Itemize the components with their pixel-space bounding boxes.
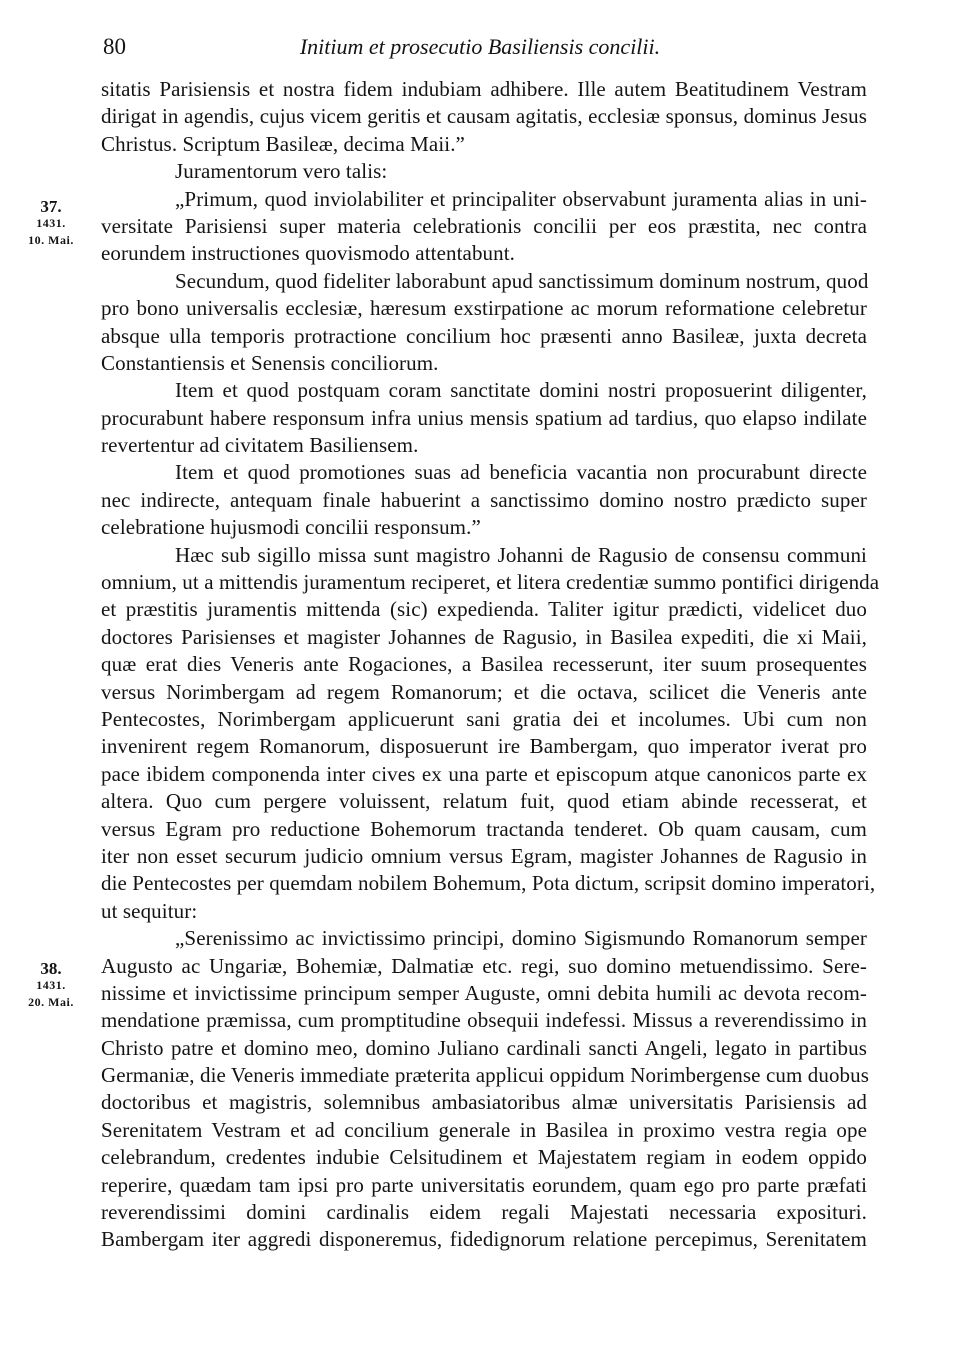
body-text [101,76,880,1254]
text-line: Germaniæ, die Veneris immediate præterita applicui oppidum Norimbergense cum duobus [101,1063,870,1088]
text-line: Item et quod postquam coram sanctitate domini nostri proposuerint diligenter, [175,378,867,403]
running-title: Initium et prosecutio Basiliensis concilii. [299,34,661,59]
text-line: versus Norimbergam ad regem Romanorum; et die octava, scilicet die Veneris ante [101,679,867,704]
text-line: invenirent regem Romanorum, disposuerunt ire Bambergam, quo imperator iverat pro [101,734,867,759]
text-line: Hæc sub sigillo missa sunt magistro Johanni de Ragusio de consensu communi [175,542,867,567]
text-line: iter non esset securum judicio omnium versus Egram, magister Johannes de Ragusio in [101,843,867,868]
text-line: „Primum, quod inviolabiliter et principaliter observabunt juramenta alias in uni- [175,186,867,211]
text-line: altera. Quo cum pergere voluissent, relatum fuit, quod etiam abinde recesserat, et [101,789,867,814]
text-line: mendatione præmissa, cum promptitudine obsequii indefessi. Missus a reverendissimo in [101,1008,867,1033]
margin-note-number: 38. [40,959,62,978]
text-line: doctores Parisienses et magister Johannes de Ragusio, in Basilea expediti, die xi Maii, [101,624,867,649]
text-line: procurabunt habere responsum infra unius mensis spatium ad tardius, quo elapso indilate [101,405,867,430]
page-header [0,34,960,66]
margin-note-38 [14,960,88,1011]
text-line: Item et quod promotiones suas ad beneficia vacantia non procurabunt directe [175,460,867,485]
text-line: eorundem instructiones quovismodo attentabunt. [101,241,516,266]
text-line: absque ulla temporis protractione concilium hoc præsenti anno Basileæ, juxta decreta [101,323,867,348]
margin-note-date: 20. Mai. [28,995,74,1009]
text-line: die Pentecostes per quemdam nobilem Bohemum, Pota dictum, scripsit domino imperatori, [101,871,876,896]
margin-note-year: 1431. [36,216,66,230]
text-line: Constantiensis et Senensis conciliorum. [101,350,439,375]
text-line: ut sequitur: [101,898,198,923]
text-line: revertentur ad civitatem Basiliensem. [101,433,419,458]
text-line: versitate Parisiensi super materia celebrationis concilii per eos præstita, nec contra [101,213,867,238]
text-line: nissime et invictissime principum semper Auguste, omni debita humili ac devota recom- [101,980,867,1005]
text-line: versus Egram pro reductione Bohemorum tractanda tenderet. Ob quam causam, cum [101,816,867,841]
margin-note-number: 37. [40,197,62,216]
text-line: nec indirecte, antequam finale habuerint a sanctissimo domino nostro prædicto super [101,487,867,512]
text-line: et præstitis juramentis mittenda (sic) expedienda. Taliter igitur prædicti, videlicet duo [101,597,867,622]
page-number: 80 [103,34,126,59]
text-line: doctoribus et magistris, solemnibus ambasiatoribus almæ universitatis Parisiensis ad [101,1090,867,1115]
text-line: omnium, ut a mittendis juramentum reciperet, et litera credentiæ summo pontifici dirigenda [101,570,880,595]
text-line: quæ erat dies Veneris ante Rogaciones, a Basilea recesserunt, iter suum prosequentes [101,652,867,677]
text-line: celebrandum, credentes indubie Celsitudinem et Majestatem regiam in eodem oppido [101,1145,867,1170]
text-line: Augusto ac Ungariæ, Bohemiæ, Dalmatiæ etc. regi, suo domino metuendissimo. Sere- [101,953,867,978]
margin-note-date: 10. Mai. [28,233,74,247]
text-line: celebratione hujusmodi concilii responsum.” [101,515,481,540]
text-line: dirigat in agendis, cujus vicem geritis et causam agitatis, ecclesiæ sponsus, dominus Jesus [101,104,867,129]
text-line: Christus. Scriptum Basileæ, decima Maii.” [101,131,465,156]
text-line: pace ibidem componenda inter cives ex una parte et episcopum atque canonicos parte ex [101,761,867,786]
text-line: Juramentorum vero talis: [175,159,388,184]
margin-note-37 [14,198,88,249]
text-line: Pentecostes, Norimbergam applicuerunt sani gratia dei et incolumes. Ubi cum non [101,706,867,731]
text-line: reperire, quædam tam ipsi pro parte universitatis eorundem, quam ego pro parte præfati [101,1172,867,1197]
margin-note-year: 1431. [36,978,66,992]
text-line: sitatis Parisiensis et nostra fidem indubiam adhibere. Ille autem Beatitudinem Vestram [101,77,867,101]
text-line: Christo patre et domino meo, domino Juliano cardinali sancti Angeli, legato in partibus [101,1035,867,1060]
text-line: pro bono universalis ecclesiæ, hæresum exstirpatione ac morum reformatione celebretur [101,296,867,321]
text-line: Bambergam iter aggredi disponeremus, fidedignorum relatione percepimus, Serenitatem [101,1227,867,1252]
text-line: reverendissimi domini cardinalis eidem regali Majestati necessaria expositurі. [101,1200,867,1225]
text-line: „Serenissimo ac invictissimo principi, domino Sigismundo Romanorum semper [175,926,867,951]
text-line: Secundum, quod fideliter laborabunt apud sanctissimum dominum nostrum, quod [175,268,869,293]
text-line: Serenitatem Vestram et ad concilium generale in Basilea in proximo vestra regia ope [101,1117,867,1142]
